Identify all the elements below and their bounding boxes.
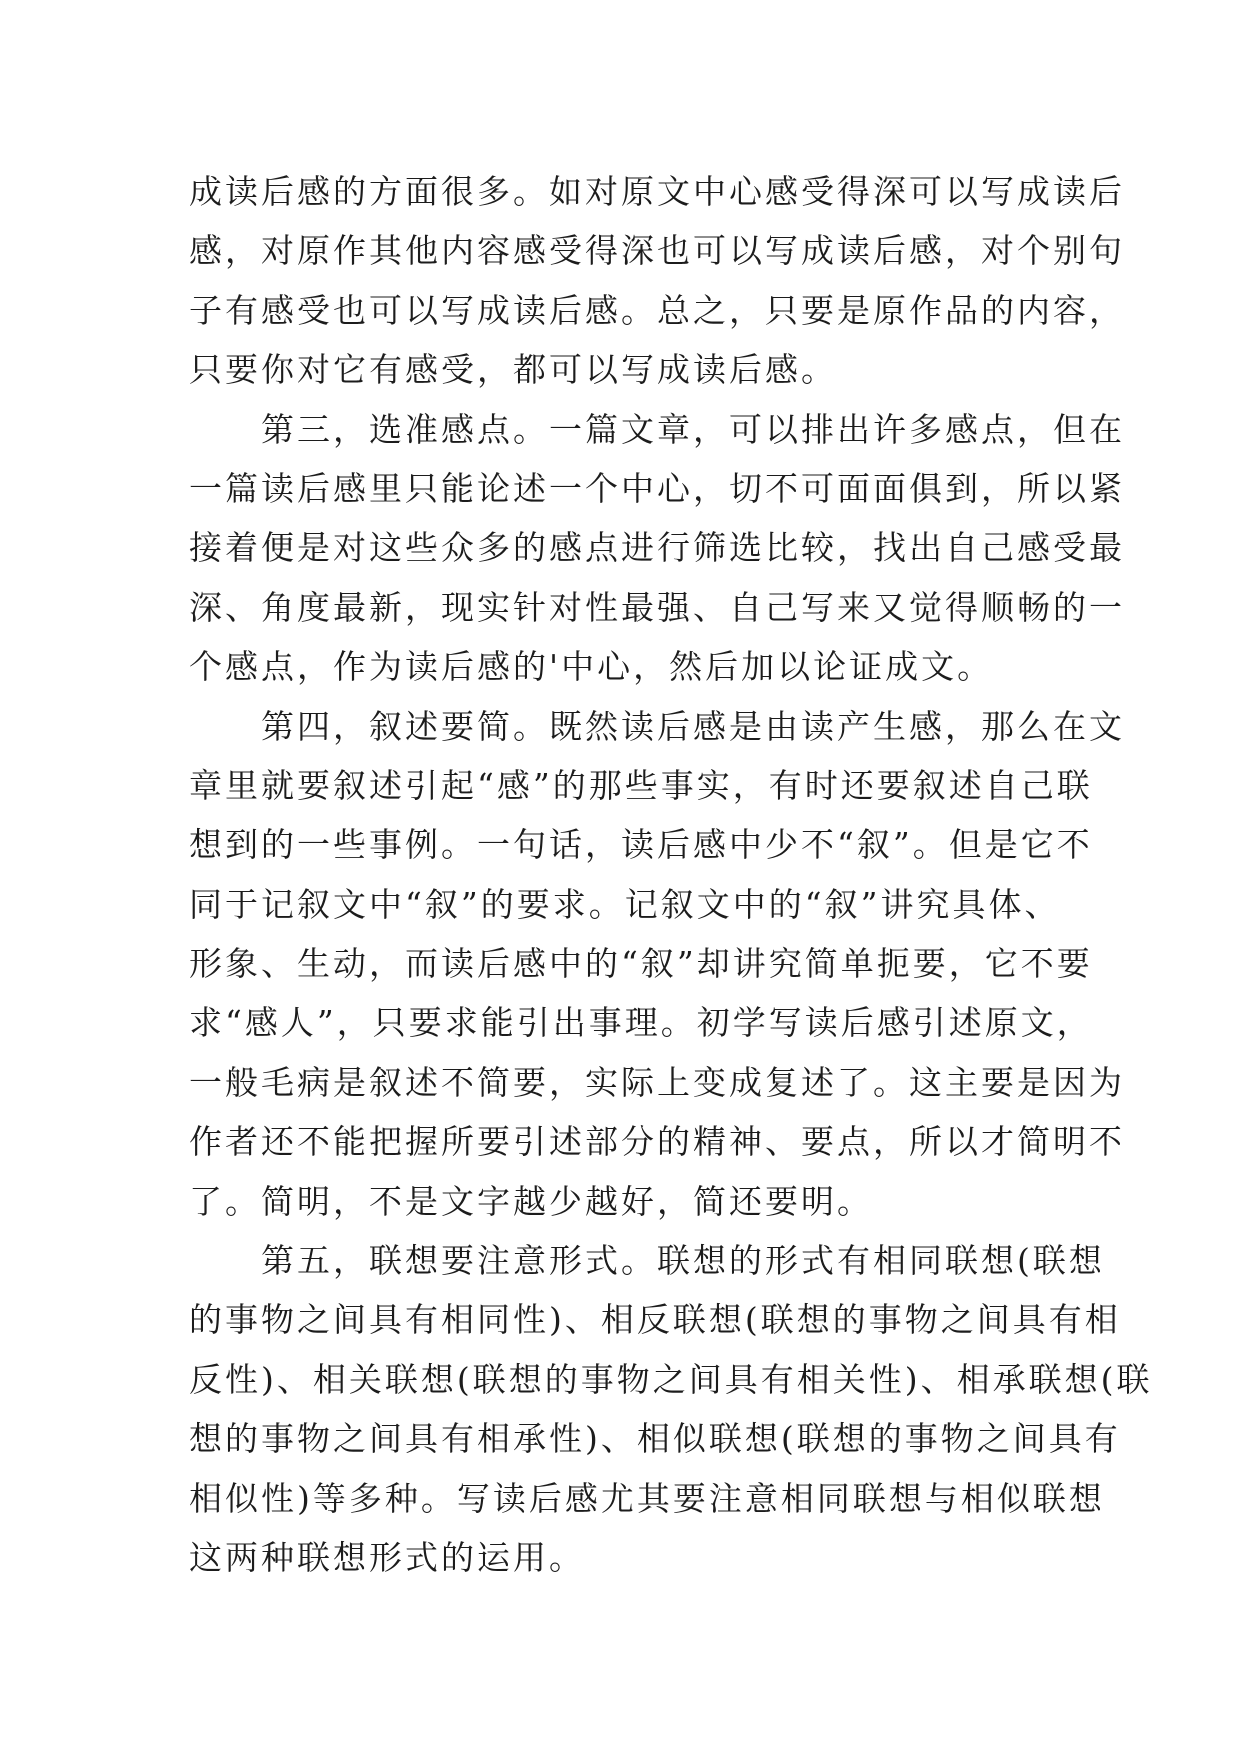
text-line: 想的事物之间具有相承性)、相似联想(联想的事物之间具有 xyxy=(189,1419,1121,1459)
text-line: 求“感人”，只要求能引出事理。初学写读后感引述原文， xyxy=(189,1003,1093,1043)
text-line: 只要你对它有感受，都可以写成读后感。 xyxy=(189,350,837,390)
text-line: 反性)、相关联想(联想的事物之间具有相关性)、相承联想(联 xyxy=(189,1359,1153,1399)
text-line: 成读后感的方面很多。如对原文中心感受得深可以写成读后 xyxy=(189,172,1125,211)
text-line: 这两种联想形式的运用。 xyxy=(189,1537,585,1577)
text-line: 的事物之间具有相同性)、相反联想(联想的事物之间具有相 xyxy=(189,1300,1121,1340)
body-text xyxy=(189,162,1153,1587)
text-line: 接着便是对这些众多的感点进行筛选比较，找出自己感受最 xyxy=(189,528,1125,568)
text-line: 相似性)等多种。写读后感尤其要注意相同联想与相似联想 xyxy=(189,1478,1105,1518)
text-line: 个感点，作为读后感的'中心，然后加以论证成文。 xyxy=(189,647,994,687)
text-line: 深、角度最新，现实针对性最强、自己写来又觉得顺畅的一 xyxy=(189,587,1125,627)
text-line: 子有感受也可以写成读后感。总之，只要是原作品的内容， xyxy=(189,290,1125,330)
text-line: 第三，选准感点。一篇文章，可以排出许多感点，但在 xyxy=(261,409,1125,449)
text-line: 感，对原作其他内容感受得深也可以写成读后感，对个别句 xyxy=(189,231,1125,271)
text-line: 第五，联想要注意形式。联想的形式有相同联想(联想 xyxy=(261,1241,1105,1281)
text-line: 同于记叙文中“叙”的要求。记叙文中的“叙”讲究具体、 xyxy=(189,884,1061,924)
text-line: 作者还不能把握所要引述部分的精神、要点，所以才简明不 xyxy=(189,1122,1125,1162)
text-line: 一篇读后感里只能论述一个中心，切不可面面俱到，所以紧 xyxy=(189,468,1125,508)
text-line: 了。简明，不是文字越少越好，简还要明。 xyxy=(189,1181,873,1221)
text-line: 第四，叙述要简。既然读后感是由读产生感，那么在文 xyxy=(261,706,1125,746)
text-line: 形象、生动，而读后感中的“叙”却讲究简单扼要，它不要 xyxy=(189,944,1093,984)
text-line: 想到的一些事例。一句话，读后感中少不“叙”。但是它不 xyxy=(189,825,1093,865)
text-line: 一般毛病是叙述不简要，实际上变成复述了。这主要是因为 xyxy=(189,1062,1125,1102)
text-line: 章里就要叙述引起“感”的那些事实，有时还要叙述自己联 xyxy=(189,765,1093,805)
